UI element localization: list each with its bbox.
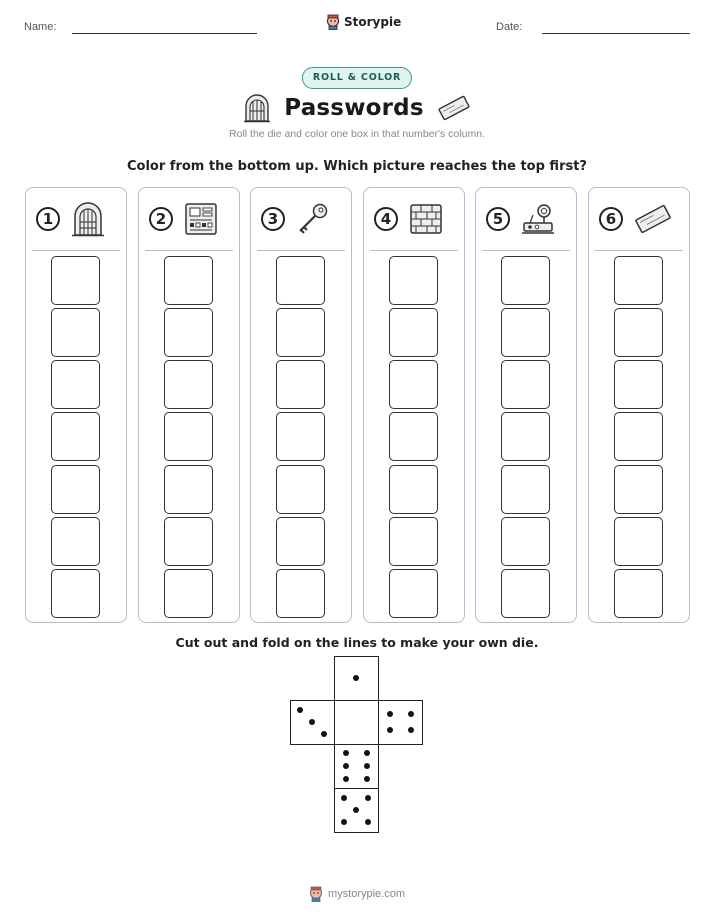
color-box[interactable]	[164, 569, 213, 618]
color-box[interactable]	[501, 308, 550, 357]
column-4	[363, 187, 465, 623]
die-pip	[408, 727, 414, 733]
die-pip	[309, 719, 315, 725]
die-pip	[364, 763, 370, 769]
die-pip	[365, 819, 371, 825]
color-box[interactable]	[614, 569, 663, 618]
color-box[interactable]	[51, 517, 100, 566]
die-pip	[297, 707, 303, 713]
color-box[interactable]	[389, 569, 438, 618]
storypie-mascot-icon	[326, 14, 340, 30]
die-pip	[341, 795, 347, 801]
color-box[interactable]	[501, 256, 550, 305]
color-box[interactable]	[389, 256, 438, 305]
color-box[interactable]	[276, 517, 325, 566]
color-box[interactable]	[276, 308, 325, 357]
wooden-plank-icon	[633, 201, 673, 242]
die-pip	[387, 711, 393, 717]
die-pip	[408, 711, 414, 717]
die-pip	[343, 763, 349, 769]
die-pip	[353, 807, 359, 813]
color-box[interactable]	[501, 569, 550, 618]
color-box[interactable]	[276, 412, 325, 461]
name-label: Name:	[24, 21, 57, 33]
column-divider	[145, 250, 233, 251]
color-box[interactable]	[614, 517, 663, 566]
color-box[interactable]	[389, 360, 438, 409]
storypie-mascot-icon	[309, 886, 323, 902]
column-divider	[370, 250, 458, 251]
arched-door-icon	[242, 93, 272, 123]
color-box[interactable]	[389, 517, 438, 566]
color-box[interactable]	[51, 465, 100, 514]
footer	[0, 886, 714, 902]
column-number: 4	[374, 207, 398, 231]
color-box[interactable]	[51, 412, 100, 461]
die-pip	[364, 776, 370, 782]
color-box[interactable]	[501, 517, 550, 566]
column-divider	[482, 250, 570, 251]
brand-name: Storypie	[344, 15, 402, 29]
die-pip	[321, 731, 327, 737]
column-number: 5	[486, 207, 510, 231]
die-face	[334, 700, 379, 745]
color-box[interactable]	[164, 360, 213, 409]
brand-logo	[326, 14, 401, 30]
key-icon	[295, 201, 331, 242]
column-6	[588, 187, 690, 623]
color-box[interactable]	[51, 569, 100, 618]
column-divider	[257, 250, 345, 251]
control-panel-icon	[183, 201, 219, 242]
column-3	[250, 187, 352, 623]
color-box[interactable]	[614, 360, 663, 409]
color-box[interactable]	[389, 465, 438, 514]
date-line[interactable]	[542, 33, 690, 34]
die-pip	[353, 675, 359, 681]
color-box[interactable]	[614, 308, 663, 357]
column-5	[475, 187, 577, 623]
column-divider	[32, 250, 120, 251]
color-box[interactable]	[164, 517, 213, 566]
roll-and-color-badge: ROLL & COLOR	[302, 67, 412, 89]
date-label: Date:	[496, 21, 523, 33]
color-box[interactable]	[51, 256, 100, 305]
color-box[interactable]	[276, 569, 325, 618]
cut-instruction: Cut out and fold on the lines to make your own die.	[175, 635, 539, 650]
color-box[interactable]	[501, 465, 550, 514]
page-title: Passwords	[284, 95, 424, 121]
die-face	[378, 700, 423, 745]
color-box[interactable]	[276, 256, 325, 305]
color-box[interactable]	[501, 412, 550, 461]
radio-device-icon	[520, 201, 556, 242]
page-subtitle: Roll the die and color one box in that number's column.	[229, 128, 485, 140]
column-number: 2	[149, 207, 173, 231]
column-1	[25, 187, 127, 623]
column-2	[138, 187, 240, 623]
color-box[interactable]	[164, 308, 213, 357]
color-box[interactable]	[164, 465, 213, 514]
color-box[interactable]	[164, 256, 213, 305]
die-pip	[365, 795, 371, 801]
color-box[interactable]	[389, 412, 438, 461]
footer-url: mystorypie.com	[327, 888, 406, 900]
column-number: 3	[261, 207, 285, 231]
die-pip	[387, 727, 393, 733]
color-box[interactable]	[389, 308, 438, 357]
die-face	[334, 656, 379, 701]
color-box[interactable]	[614, 256, 663, 305]
name-line[interactable]	[72, 33, 257, 34]
die-pip	[364, 750, 370, 756]
column-number: 6	[599, 207, 623, 231]
color-box[interactable]	[164, 412, 213, 461]
die-pip	[343, 750, 349, 756]
die-pip	[343, 776, 349, 782]
color-box[interactable]	[614, 465, 663, 514]
color-box[interactable]	[614, 412, 663, 461]
stone-wall-icon	[408, 201, 444, 242]
die-pip	[341, 819, 347, 825]
color-box[interactable]	[276, 465, 325, 514]
color-box[interactable]	[51, 308, 100, 357]
color-box[interactable]	[51, 360, 100, 409]
title-row	[0, 90, 714, 126]
die-net	[290, 656, 424, 834]
color-instruction: Color from the bottom up. Which picture reaches the top first?	[127, 159, 587, 174]
color-box[interactable]	[501, 360, 550, 409]
wooden-plank-icon	[436, 93, 472, 123]
die-face	[290, 700, 335, 745]
arched-door-icon	[70, 201, 106, 242]
die-face	[334, 788, 379, 833]
color-box[interactable]	[276, 360, 325, 409]
column-divider	[595, 250, 683, 251]
die-face	[334, 744, 379, 789]
column-number: 1	[36, 207, 60, 231]
